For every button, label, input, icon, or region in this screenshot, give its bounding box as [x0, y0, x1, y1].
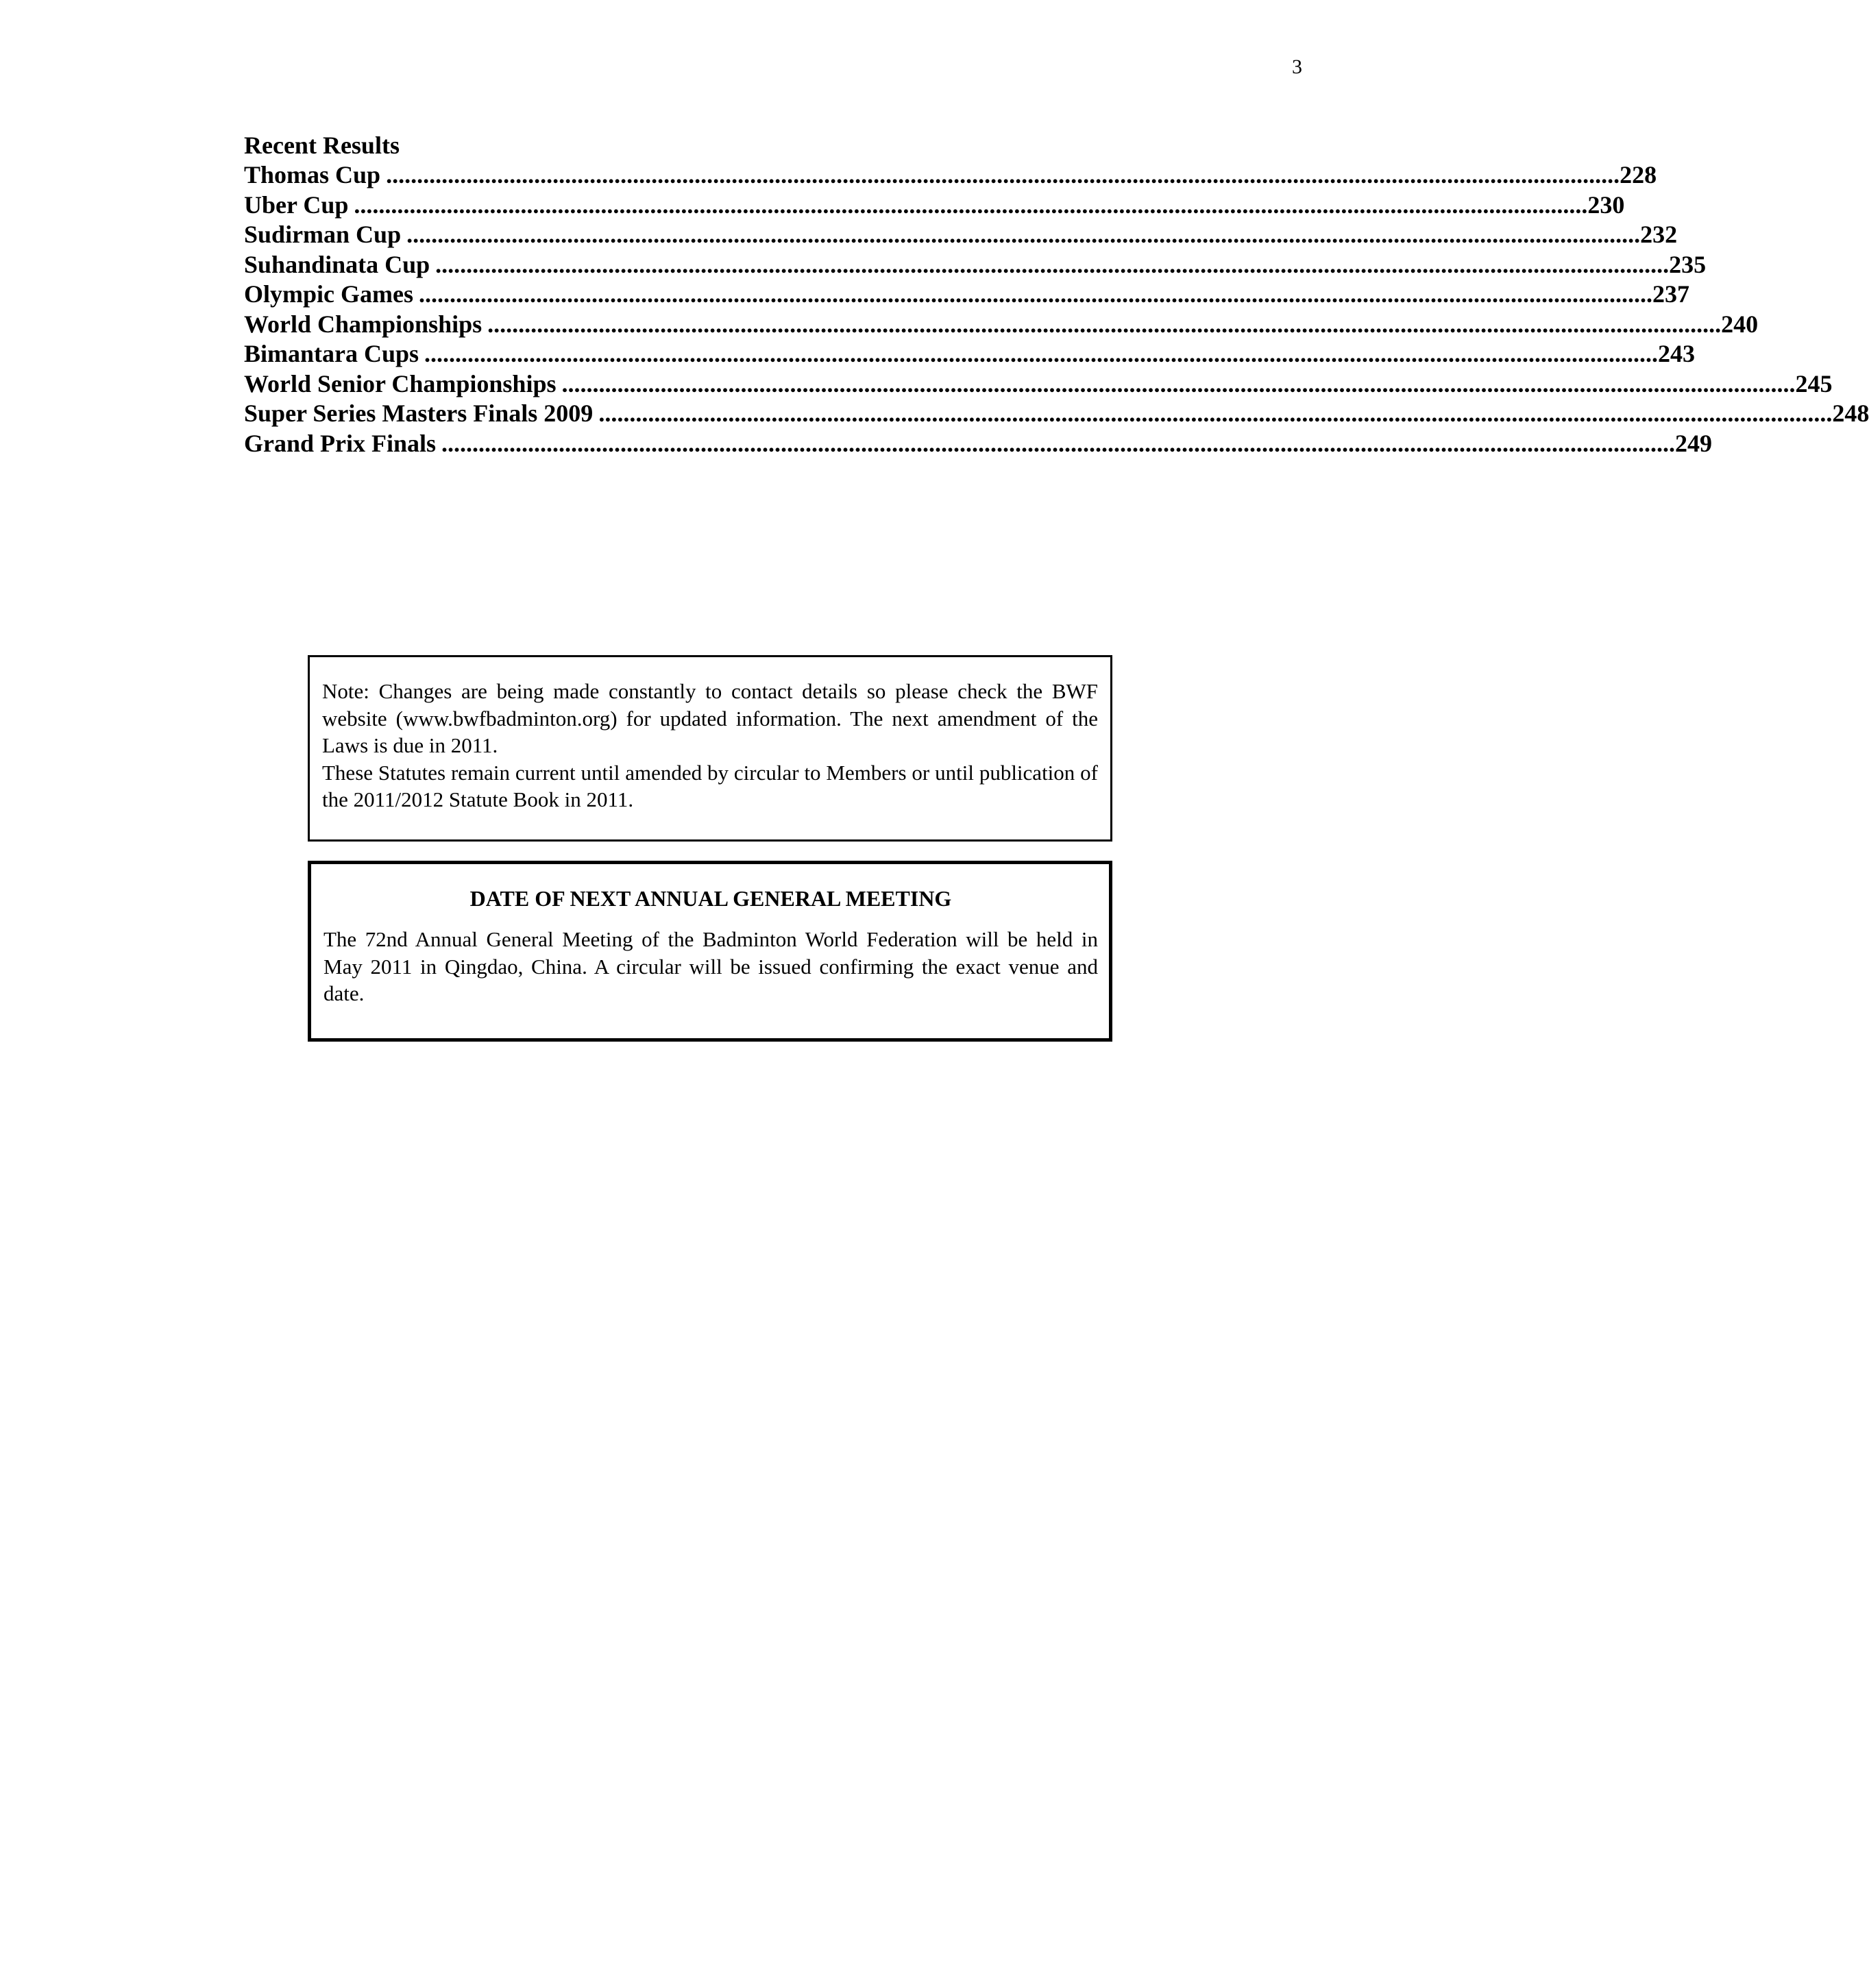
toc-entry[interactable] [244, 250, 1707, 280]
toc-entry-title: Uber Cup [244, 191, 349, 219]
toc-dot-leader: ........................................................................................................................................................................................................ [424, 340, 1659, 367]
agm-notice-title: DATE OF NEXT ANNUAL GENERAL MEETING [469, 886, 952, 911]
toc-entry-page: 243 [1658, 340, 1696, 367]
toc-entry-page: 248 [1832, 400, 1869, 427]
page-number: 3 [1292, 56, 1302, 78]
toc-entry-page: 240 [1721, 310, 1759, 338]
toc-dot-leader: ........................................................................................................................................................................................................ [418, 280, 1652, 308]
toc-entry-page: 249 [1675, 429, 1713, 457]
toc-entry-page: 237 [1652, 280, 1689, 308]
toc-dot-leader: ........................................................................................................................................................................................................ [406, 221, 1641, 248]
toc-entry-page: 245 [1795, 369, 1833, 397]
toc-dot-leader: ........................................................................................................................................................................................................ [487, 310, 1722, 338]
toc-dot-leader: ........................................................................................................................................................................................................ [354, 191, 1588, 219]
toc-heading: Recent Results [244, 132, 400, 159]
toc-entry-title: Bimantara Cups [244, 340, 419, 367]
note-paragraph: These Statutes remain current until amended by circular to Members or until publication of the 2011/2012 Statute Book in 2011. [322, 760, 1098, 811]
toc-entry-title: Super Series Masters Finals 2009 [244, 400, 594, 427]
toc-entry-page: 228 [1620, 161, 1657, 188]
toc-entry-title: Suhandinata Cup [244, 250, 430, 278]
toc-dot-leader: ........................................................................................................................................................................................................ [386, 161, 1620, 188]
toc-entry-title: Olympic Games [244, 280, 413, 308]
toc-entry-page: 232 [1640, 221, 1678, 248]
toc-entry-page: 230 [1587, 191, 1625, 219]
toc-entry[interactable] [244, 310, 1759, 340]
toc-dot-leader: ........................................................................................................................................................................................................ [435, 250, 1670, 278]
toc-entry-title: Grand Prix Finals [244, 429, 437, 457]
agm-notice-body: The 72nd Annual General Meeting of the Badminton World Federation will be held in May 2011 in Qingdao, China. A circular will be issued confirming the exact venue and date. [323, 927, 1098, 1005]
toc-entry-title: World Senior Championships [244, 369, 557, 397]
note-box [308, 655, 1112, 842]
toc-entry[interactable] [244, 339, 1696, 369]
toc-entry[interactable] [244, 429, 1713, 459]
toc-entry[interactable] [244, 160, 1657, 191]
toc-entry-title: Thomas Cup [244, 161, 381, 188]
toc-entry[interactable] [244, 191, 1625, 221]
toc-dot-leader: ........................................................................................................................................................................................................ [598, 400, 1833, 427]
toc-entry[interactable] [244, 280, 1689, 310]
toc-entry[interactable] [244, 399, 1869, 429]
toc-entry-title: Sudirman Cup [244, 221, 402, 248]
table-of-contents [244, 130, 1869, 458]
toc-entry[interactable] [244, 369, 1833, 400]
note-paragraph: Note: Changes are being made constantly to contact details so please check the BWF website (www.bwfbadminton.org) for updated information. The next amendment of the Laws is due in 2011. [322, 679, 1098, 757]
toc-entry[interactable] [244, 220, 1678, 250]
agm-notice-box [308, 861, 1112, 1042]
toc-dot-leader: ........................................................................................................................................................................................................ [441, 429, 1676, 457]
toc-entry-page: 235 [1669, 250, 1707, 278]
toc-entry-title: World Championships [244, 310, 482, 338]
toc-dot-leader: ........................................................................................................................................................................................................ [561, 369, 1796, 397]
